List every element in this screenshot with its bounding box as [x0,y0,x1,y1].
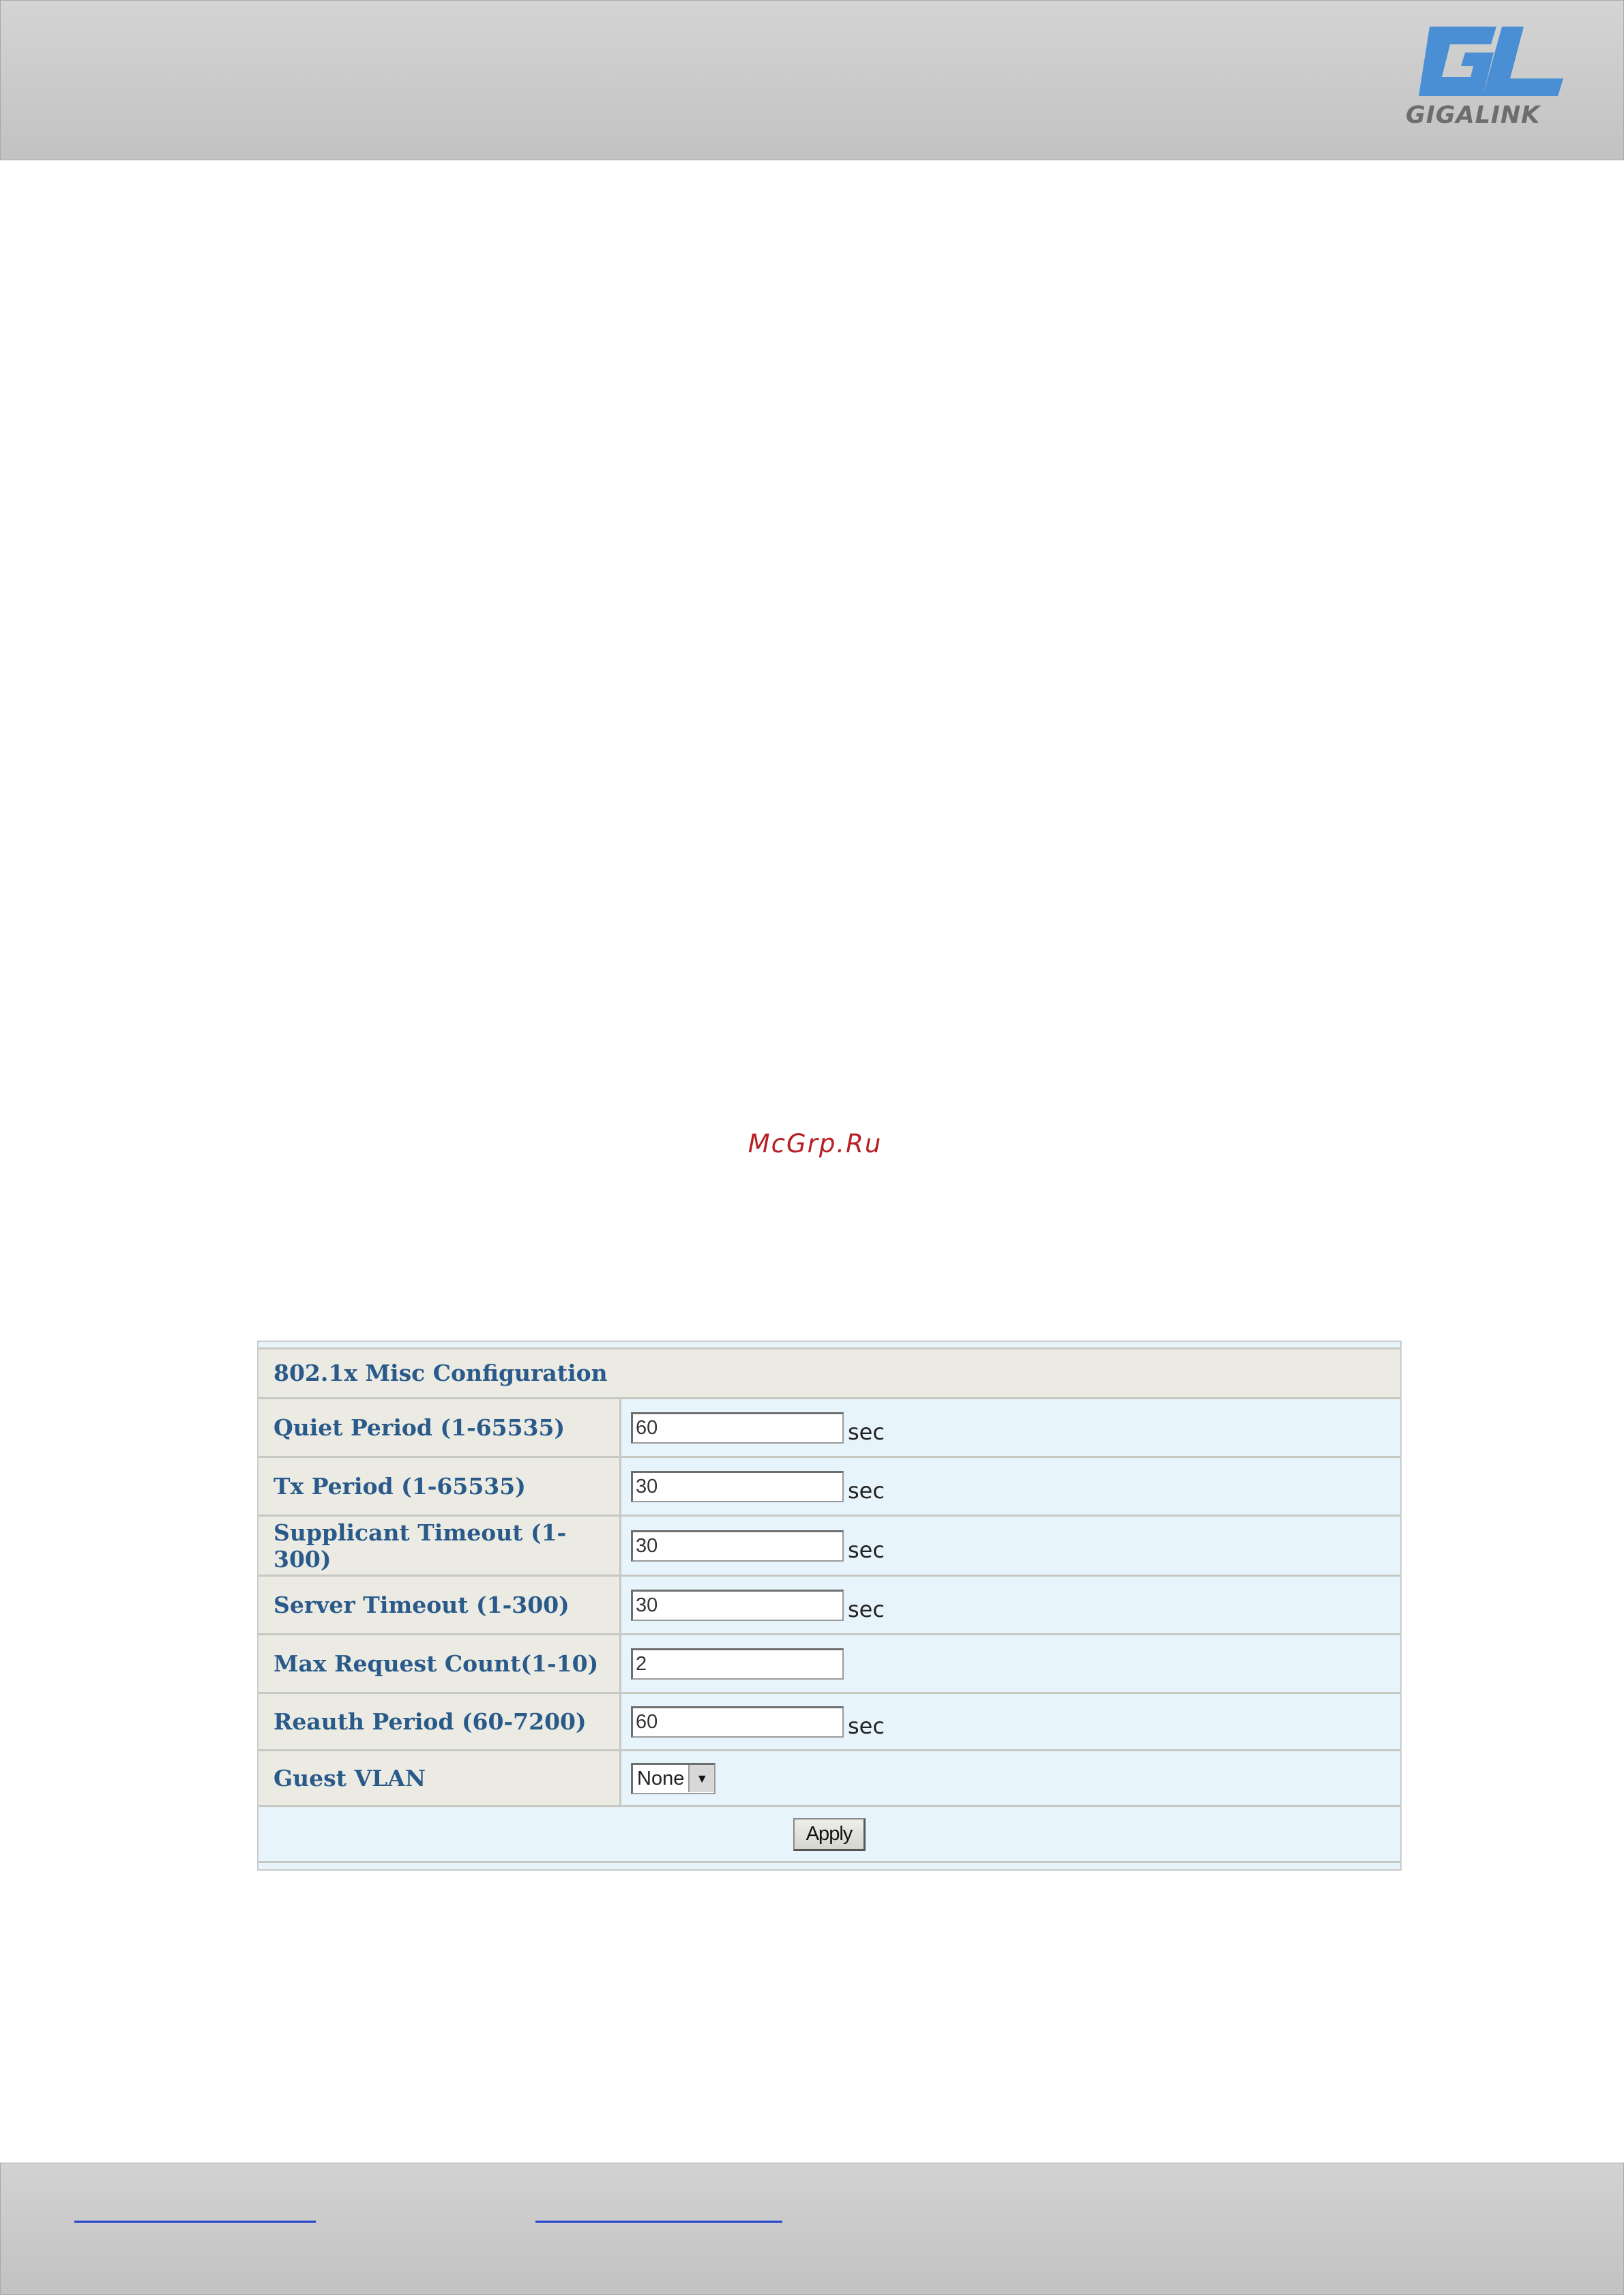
supplicant-timeout-input[interactable]: 30 [631,1530,844,1562]
row-label: Reauth Period (60-7200) [259,1694,621,1749]
row-label: Guest VLAN [259,1751,621,1805]
page-footer [0,2163,1624,2295]
config-row-reauth-period [259,1694,1400,1751]
config-row-tx-period [259,1458,1400,1517]
page-header [0,0,1624,160]
logo-wordmark: GIGALINK [1406,102,1541,129]
dot1x-misc-config-panel [257,1341,1402,1871]
apply-row [259,1807,1400,1863]
max-request-count-input[interactable]: 2 [631,1648,844,1680]
guest-vlan-select[interactable] [631,1763,715,1794]
server-timeout-input[interactable]: 30 [631,1590,844,1621]
row-value-cell [621,1458,1400,1515]
quiet-period-input[interactable]: 60 [631,1412,844,1444]
row-label: Supplicant Timeout (1-300) [259,1517,621,1575]
config-row-guest-vlan [259,1751,1400,1807]
row-value-cell [621,1517,1400,1575]
guest-vlan-selected-value: None [637,1767,685,1789]
row-value-cell [621,1635,1400,1692]
row-label: Quiet Period (1-65535) [259,1399,621,1456]
unit-label: sec [848,1712,885,1739]
config-row-max-request-count [259,1635,1400,1694]
row-label: Tx Period (1-65535) [259,1458,621,1515]
dropdown-arrow-icon[interactable]: ▼ [688,1765,714,1792]
config-row-supplicant-timeout [259,1517,1400,1577]
config-row-quiet-period [259,1399,1400,1458]
row-label: Server Timeout (1-300) [259,1577,621,1633]
row-value-cell [621,1694,1400,1749]
unit-label: sec [848,1477,885,1504]
tx-period-input[interactable]: 30 [631,1471,844,1502]
apply-button[interactable]: Apply [793,1818,866,1851]
reauth-period-input[interactable]: 60 [631,1706,844,1738]
row-value-cell [621,1577,1400,1633]
unit-label: sec [848,1536,885,1563]
footer-link-1[interactable] [74,2197,316,2223]
unit-label: sec [848,1596,885,1622]
panel-title: 802.1x Misc Configuration [259,1347,1400,1399]
row-value-cell [621,1399,1400,1456]
watermark-text: McGrp.Ru [748,1129,883,1158]
row-value-cell [621,1751,1400,1805]
footer-link-2[interactable] [535,2197,782,2223]
unit-label: sec [848,1418,885,1445]
config-row-server-timeout [259,1577,1400,1635]
row-label: Max Request Count(1-10) [259,1635,621,1692]
